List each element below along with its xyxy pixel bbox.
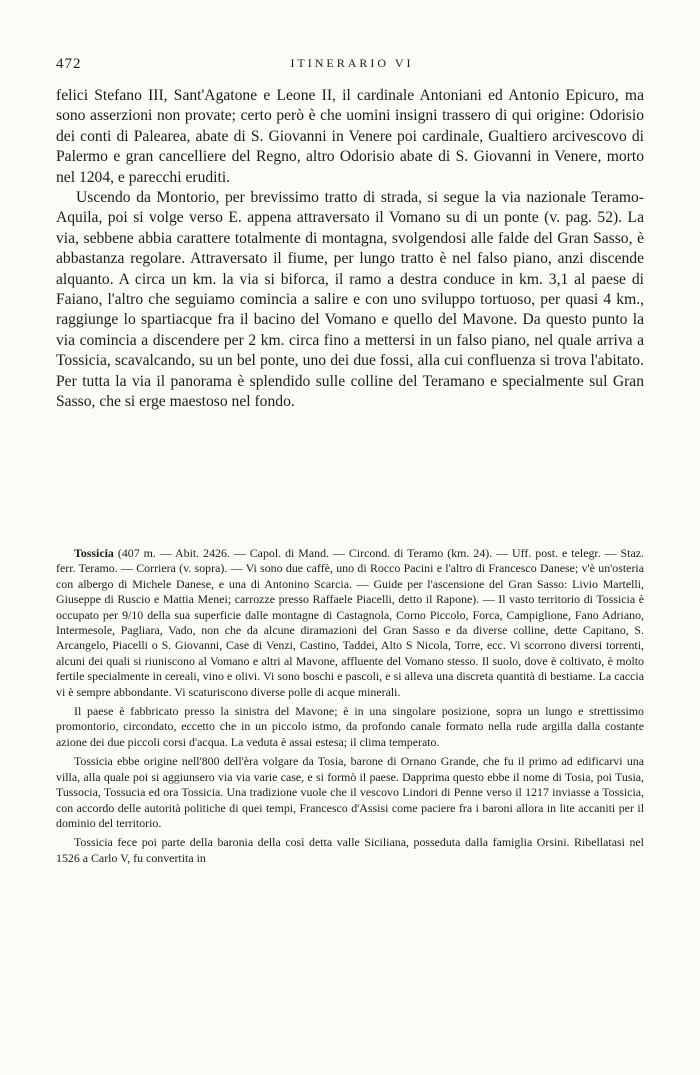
note-paragraph xyxy=(56,754,644,831)
running-head: ITINERARIO VI xyxy=(290,56,414,70)
page-header xyxy=(56,56,648,80)
note-paragraph xyxy=(56,704,644,750)
note-paragraph xyxy=(56,546,644,700)
note-text: Il paese è fabbricato presso la sinistra del Mavone; è in una singolare posizione, sopra un lungo e strettissimo promontorio, circondato, eccetto che in un piccolo istmo, da profondo canale formato nella rude argilla dalla costante azione dei due piccoli corsi d'acqua. La veduta è assai estesa; il clima temperato. xyxy=(56,704,644,749)
small-print-notes xyxy=(56,546,644,870)
place-name: Tossicia xyxy=(74,546,114,560)
note-text: Tossicia ebbe origine nell'800 dell'èra volgare da Tosia, barone di Ornano Grande, che fu il primo ad edificarvi una villa, alla quale poi si aggiunsero via via varie case, e si formò il paese. Dapprima questo ebbe il nome di Tosia, poi Tusia, Tussocia, Tossucia ed ora Tossicia. Una tradizione vuole che il vescovo Lindori di Penne verso il 1217 inviasse a Tossicia, con accordo delle autorità politiche di quei tempi, Francesco d'Assisi come paciere fra i baroni allora in lite accaniti per il dominio del territorio. xyxy=(56,754,644,830)
page-number: 472 xyxy=(56,56,82,72)
main-text xyxy=(56,86,644,413)
paragraph: felici Stefano III, Sant'Agatone e Leone II, il cardinale Antoniani ed Antonio Epicuro, ma sono asserzioni non provate; certo però è che uomini insigni trassero di qui origine: Odorisio dei conti di Palearea, abate di S. Giovanni in Venere poi cardinale, Gualtiero arcivescovo di Palermo e gran cancelliere del Regno, altro Odorisio abate di S. Giovanni in Venere, morto nel 1204, e parecchi eruditi. xyxy=(56,87,644,186)
note-paragraph xyxy=(56,835,644,866)
note-text: (407 m. — Abit. 2426. — Capol. di Mand. — Circond. di Teramo (km. 24). — Uff. post. e telegr. — Staz. ferr. Teramo. — Corriera (v. sopra). — Vi sono due caffè, uno di Rocco Pacini e l'altro di Francesco Danese; v'è un'osteria con albergo di Michele Danese, e una di Antonino Scarcia. — Guide per l'ascensione del Gran Sasso: Livio Martelli, Giuseppe di Ruscio e Mattia Menei; carrozze presso Raffaele Piacelli, detto il Rapone). — Il vasto territorio di Tossicia è occupato per 9/10 della sua superficie dalle montagne di Castagnola, Corno Piccolo, Forca, Campiglione, Fano Adriano, Intermesole, Pagliara, Vado, non che da alcune diramazioni del Gran Sasso e da diverse colline, dette Capitano, S. Arcangelo, Piacelli o S. Giovanni, Case di Venzi, Castino, Taddei, Alto S Nicola, Torre, ecc. Vi scorrono diversi torrenti, alcuni dei quali si riuniscono al Vomano e altri al Mavone, affluente del Vomano stesso. Il suolo, dove è coltivato, è molto fertile specialmente in cereali, vino e olivi. Vi sono boschi e pascoli, e si alleva una discreta quantità di bestiame. La caccia vi è sempre abbondante. Vi scaturiscono diverse polle di acque minerali. xyxy=(56,546,644,699)
note-text: Tossicia fece poi parte della baronia della così detta valle Siciliana, posseduta dalla famiglia Orsini. Ribellatasi nel 1526 a Carlo V, fu convertita in xyxy=(56,835,644,865)
paragraph: Uscendo da Montorio, per brevissimo tratto di strada, si segue la via nazionale Teramo-Aquila, poi si volge verso E. appena attraversato il Vomano su di un ponte (v. pag. 52). La via, sebbene abbia carattere totalmente di montagna, svolgendosi alle falde del Gran Sasso, è abbastanza regolare. Attraversato il fiume, per lungo tratto è nel falso piano, anzi discende alquanto. A circa un km. la via si biforca, il ramo a destra conduce in km. 3,1 al paese di Faiano, l'altro che seguiamo comincia a salire e con uno sviluppo tortuoso, per quasi 4 km., raggiunge lo spartiacque fra il bacino del Vomano e quello del Mavone. Da questo punto la via comincia a discendere per 2 km. circa fino a mettersi in un falso piano, nel quale arriva a Tossicia, scavalcando, su un bel ponte, uno dei due fossi, alla cui confluenza si trova l'abitato. Per tutta la via il panorama è splendido sulle colline del Teramano e specialmente sul Gran Sasso, che si erge maestoso nel fondo. xyxy=(56,189,644,411)
